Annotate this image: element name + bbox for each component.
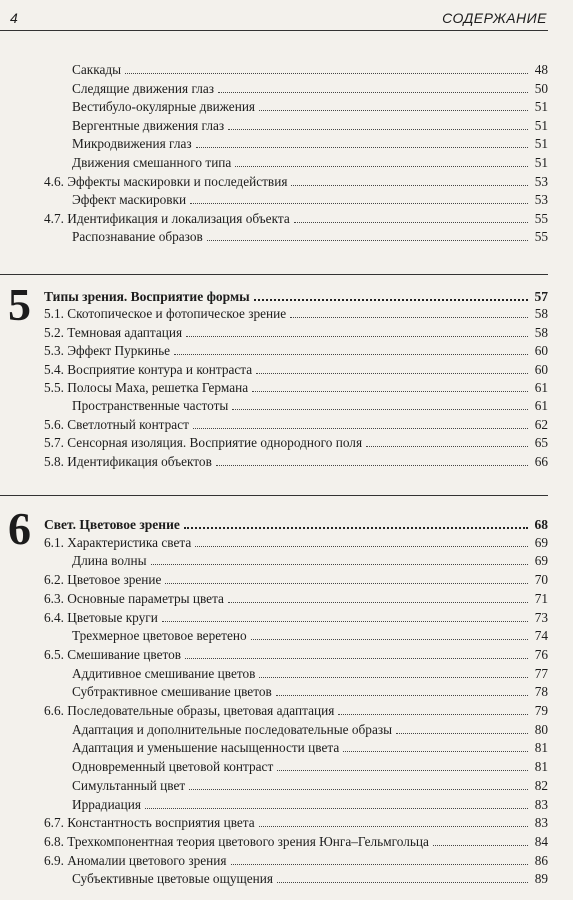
toc-subsection-entry[interactable] [72,777,548,795]
toc-entry-page: 51 [534,136,548,151]
toc-entry-title: 6.5. Смешивание цветов [44,647,182,662]
toc-entry-title: Саккады [72,62,122,77]
dot-leader [232,397,528,410]
toc-entry-page: 68 [534,517,548,532]
toc-entry-page: 83 [534,815,548,830]
dot-leader [193,416,528,429]
toc-entry-page: 51 [534,118,548,133]
toc-entry-page: 53 [534,192,548,207]
toc-entry-page: 48 [534,62,548,77]
dot-leader [277,870,528,883]
toc-entry-title: Распознавание образов [72,229,203,244]
toc-entry-title: 6.2. Цветовое зрение [44,572,162,587]
toc-section-entry[interactable] [44,702,548,720]
toc-entry-page: 62 [534,417,548,432]
toc-section-entry[interactable] [44,324,548,342]
dot-leader [294,210,528,223]
toc-section-entry[interactable] [44,305,548,323]
toc-subsection-entry[interactable] [72,627,548,645]
toc-entry-page: 71 [534,591,548,606]
toc-section-entry[interactable] [44,379,548,397]
toc-entry-page: 57 [534,289,548,304]
page-header [0,0,573,30]
toc-entry-page: 83 [534,797,548,812]
toc-subsection-entry[interactable] [72,135,548,153]
toc-entry-title: Движения смешанного типа [72,155,232,170]
toc-entry-title: Пространственные частоты [72,398,229,413]
toc-entry-page: 74 [534,628,548,643]
toc-entry-title: 4.7. Идентификация и локализация объекта [44,211,290,226]
toc-subsection-entry[interactable] [72,665,548,683]
toc-section-entry[interactable] [44,434,548,452]
dot-leader [291,173,528,186]
toc-entry-title: 5.4. Восприятие контура и контраста [44,362,253,377]
toc-section-entry[interactable] [44,590,548,608]
running-title: СОДЕРЖАНИЕ [442,10,547,26]
toc-entry-title: 5.8. Идентификация объектов [44,454,212,469]
toc-entry-title: Следящие движения глаз [72,81,215,96]
dot-leader [290,305,528,318]
page-number: 4 [10,10,18,26]
dot-leader [151,552,528,565]
toc-entry-page: 55 [534,229,548,244]
toc-entry-title: 6.9. Аномалии цветового зрения [44,853,227,868]
toc-entry-page: 86 [534,853,548,868]
dot-leader [184,515,528,529]
toc-subsection-entry[interactable] [72,758,548,776]
toc-entry-page: 55 [534,211,548,226]
dot-leader [216,453,528,466]
toc-entry-title: Эффект маскировки [72,192,187,207]
dot-leader [251,627,528,640]
dot-leader [252,379,528,392]
chapter5-number: 5 [8,279,31,330]
toc-entry-title: Субъективные цветовые ощущения [72,871,273,886]
toc-subsection-entry[interactable] [72,739,548,757]
dot-leader [195,534,528,547]
toc-subsection-entry[interactable] [72,397,548,415]
dot-leader [186,324,528,337]
dot-leader [259,814,528,827]
toc-entry-title: 5.7. Сенсорная изоляция. Восприятие однородного поля [44,435,363,450]
toc-entry-page: 51 [534,155,548,170]
dot-leader [254,287,528,301]
toc-entry-title: Аддитивное смешивание цветов [72,666,256,681]
toc-entry-title: 6.8. Трехкомпонентная теория цветового зрения Юнга–Гельмгольца [44,834,429,849]
toc-subsection-entry[interactable] [72,80,548,98]
dot-leader [190,191,528,204]
toc-subsection-entry[interactable] [72,870,548,888]
toc-entry-page: 58 [534,325,548,340]
toc-section-entry[interactable] [44,210,548,228]
toc-entry-title: Одновременный цветовой контраст [72,759,274,774]
dot-leader [235,154,528,167]
toc-section-entry[interactable] [44,416,548,434]
toc-entry-title: 5.5. Полосы Маха, решетка Германа [44,380,249,395]
chapter-title-entry[interactable] [44,515,548,533]
toc-entry-title: Адаптация и дополнительные последовательные образы [72,722,393,737]
toc-entry-page: 53 [534,174,548,189]
toc-section-entry[interactable] [44,646,548,664]
dot-leader [396,721,528,734]
toc-subsection-entry[interactable] [72,191,548,209]
toc-entry-page: 51 [534,99,548,114]
toc-section-entry[interactable] [44,852,548,870]
toc-entry-page: 61 [534,398,548,413]
toc-entry-page: 89 [534,871,548,886]
toc-entry-page: 73 [534,610,548,625]
dot-leader [259,98,528,111]
dot-leader [162,609,528,622]
toc-section-entry[interactable] [44,361,548,379]
toc-subsection-entry[interactable] [72,228,548,246]
toc-section-entry[interactable] [44,534,548,552]
toc-subsection-entry[interactable] [72,154,548,172]
toc-subsection-entry[interactable] [72,61,548,79]
toc-entry-page: 81 [534,740,548,755]
toc-entry-title: 5.3. Эффект Пуркинье [44,343,171,358]
dot-leader [174,342,528,355]
toc-section-entry[interactable] [44,342,548,360]
toc-section-entry[interactable] [44,609,548,627]
dot-leader [125,61,528,74]
toc-entry-title: Трехмерное цветовое веретено [72,628,247,643]
toc-subsection-entry[interactable] [72,98,548,116]
dot-leader [228,117,528,130]
dot-leader [165,571,528,584]
toc-entry-title: Микродвижения глаз [72,136,192,151]
dot-leader [338,702,528,715]
toc-entry-title: 6.3. Основные параметры цвета [44,591,224,606]
dot-leader [277,758,528,771]
toc-subsection-entry[interactable] [72,552,548,570]
chapter6-number: 6 [8,503,31,554]
toc-entry-page: 80 [534,722,548,737]
toc-subsection-entry[interactable] [72,683,548,701]
toc-entry-title: 6.1. Характеристика света [44,535,192,550]
toc-section-entry[interactable] [44,571,548,589]
toc-entry-title: 5.1. Скотопическое и фотопическое зрение [44,306,287,321]
toc-entry-title: Вергентные движения глаз [72,118,225,133]
chapter-title-entry[interactable] [44,287,548,305]
dot-leader [366,434,528,447]
toc-entry-title: Длина волны [72,553,147,568]
toc-entry-title: Субтрактивное смешивание цветов [72,684,272,699]
toc-section-entry[interactable] [44,453,548,471]
dot-leader [433,833,528,846]
toc-entry-page: 70 [534,572,548,587]
toc-entry-page: 77 [534,666,548,681]
toc-subsection-entry[interactable] [72,796,548,814]
toc-entry-title: 5.2. Темновая адаптация [44,325,183,340]
header-rule [0,30,548,31]
toc-entry-title: 6.6. Последовательные образы, цветовая адаптация [44,703,335,718]
toc-entry-title: Свет. Цветовое зрение [44,517,180,532]
dot-leader [228,590,528,603]
chapter5-rule [0,274,548,275]
toc-entry-page: 65 [534,435,548,450]
dot-leader [256,361,528,374]
dot-leader [185,646,528,659]
toc-section-entry[interactable] [44,814,548,832]
dot-leader [145,796,528,809]
dot-leader [259,665,528,678]
toc-entry-page: 60 [534,343,548,358]
toc-entry-page: 78 [534,684,548,699]
dot-leader [218,80,528,93]
toc-section-entry[interactable] [44,833,548,851]
dot-leader [189,777,528,790]
toc-entry-title: Типы зрения. Восприятие формы [44,289,250,304]
toc-entry-page: 61 [534,380,548,395]
toc-subsection-entry[interactable] [72,117,548,135]
toc-entry-page: 81 [534,759,548,774]
chapter6-rule [0,495,548,496]
toc-entry-title: 6.4. Цветовые круги [44,610,158,625]
toc-entry-page: 69 [534,553,548,568]
toc-entry-title: Вестибуло-окулярные движения [72,99,256,114]
dot-leader [207,228,528,241]
toc-entry-title: 5.6. Светлотный контраст [44,417,189,432]
toc-entry-page: 84 [534,834,548,849]
toc-entry-page: 79 [534,703,548,718]
dot-leader [196,135,528,148]
toc-section-entry[interactable] [44,173,548,191]
toc-entry-page: 60 [534,362,548,377]
toc-entry-page: 82 [534,778,548,793]
toc-entry-page: 58 [534,306,548,321]
dot-leader [276,683,528,696]
toc-entry-title: Адаптация и уменьшение насыщенности цвета [72,740,340,755]
toc-entry-title: Иррадиация [72,797,141,812]
toc-entry-page: 50 [534,81,548,96]
toc-entry-title: 6.7. Константность восприятия цвета [44,815,255,830]
toc-entry-page: 69 [534,535,548,550]
toc-entry-page: 76 [534,647,548,662]
dot-leader [343,739,528,752]
toc-subsection-entry[interactable] [72,721,548,739]
toc-entry-title: Симультанный цвет [72,778,186,793]
toc-entry-title: 4.6. Эффекты маскировки и последействия [44,174,288,189]
toc-entry-page: 66 [534,454,548,469]
dot-leader [231,852,528,865]
